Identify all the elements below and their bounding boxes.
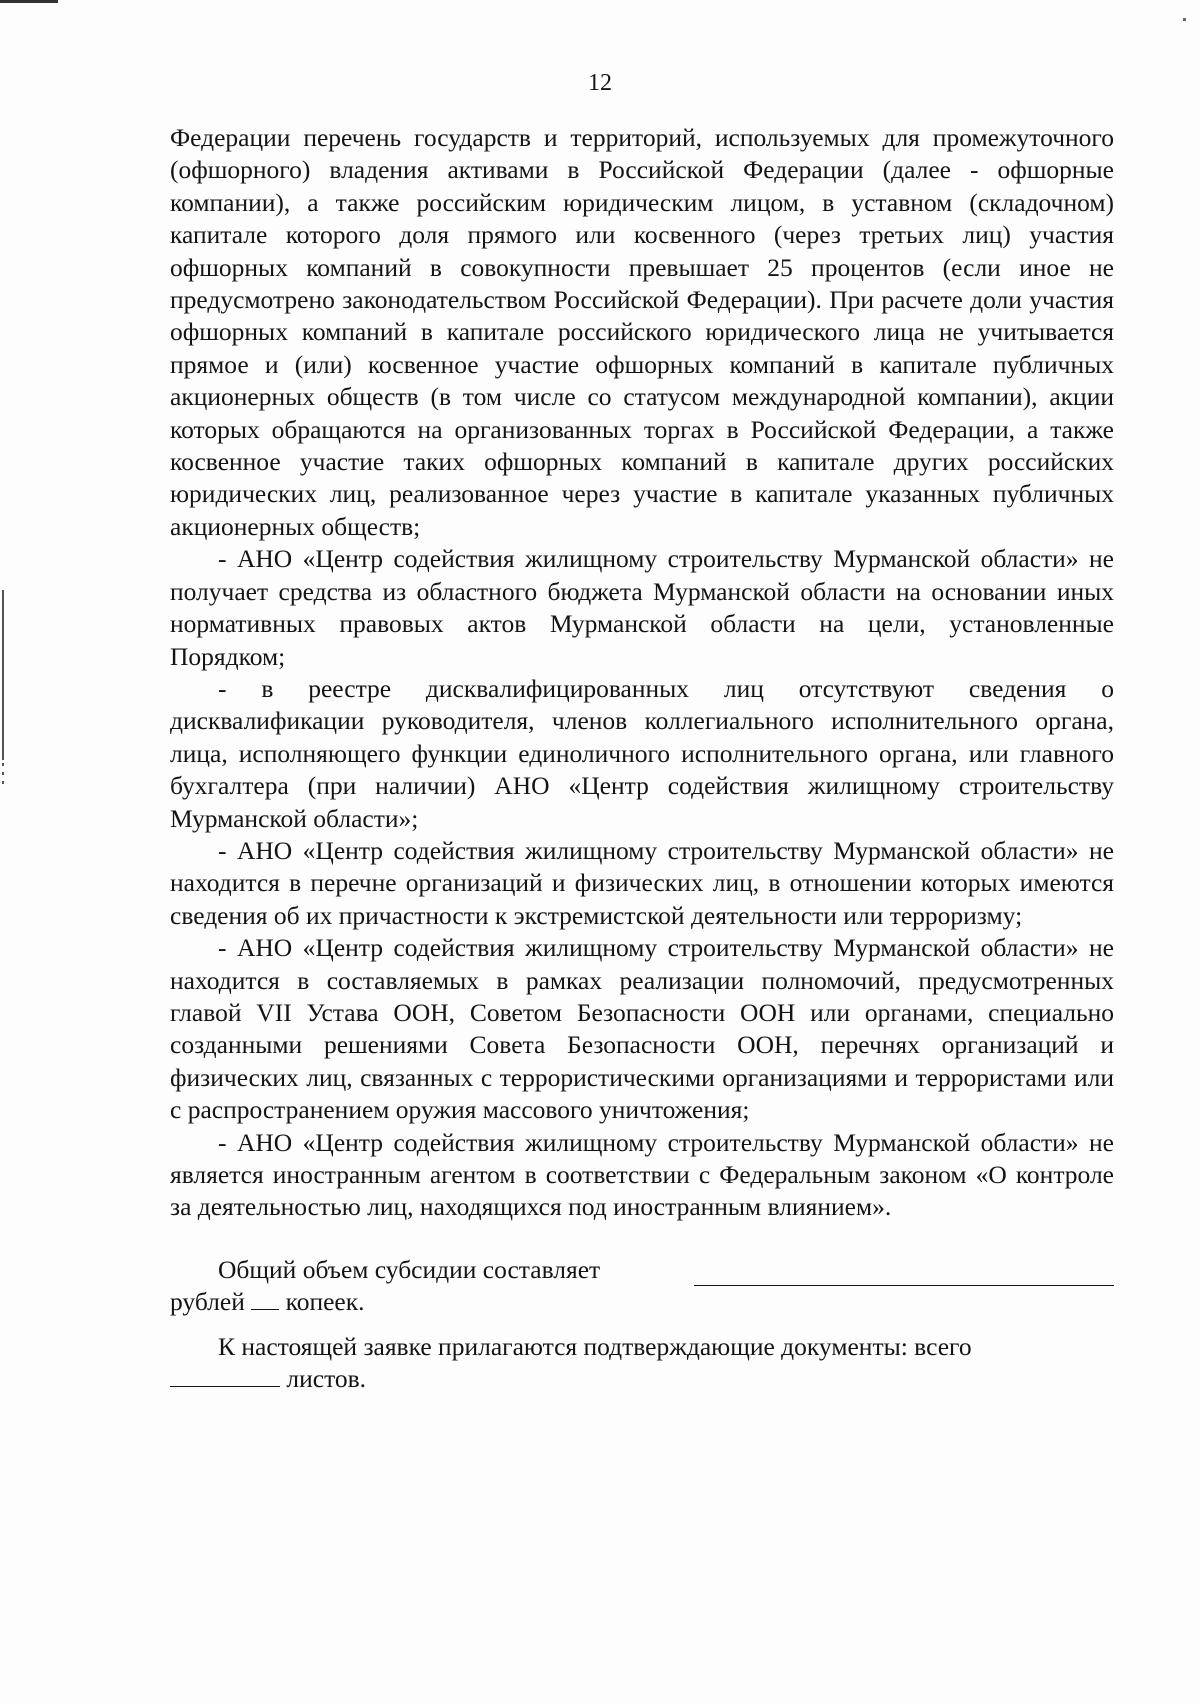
scan-artifact-top	[0, 0, 58, 3]
paragraph-foreign-agent: - АНО «Центр содействия жилищному строительству Мурманской области» не является иностранным агентом в соответствии с Федеральным законом «О контроле за деятельностью лиц, находящихся под иностранным влиянием».	[170, 1127, 1114, 1222]
attachments-line	[170, 1331, 1114, 1363]
sheets-count-blank	[170, 1364, 280, 1387]
kopecks-blank	[251, 1287, 279, 1310]
paragraph-offshore: Федерации перечень государств и территорий, используемых для промежуточного (офшорного) владения активами в Российской Федерации (далее - офшорные компании), а также российским юридическим лицом, в уставном (складочном) капитале которого доля прямого или косвенного (через третьих лиц) участия офшорных компаний в совокупности превышает 25 процентов (если иное не предусмотрено законодательством Российской Федерации). При расчете доли участия офшорных компаний в капитале российского юридического лица не учитывается прямое и (или) косвенное участие офшорных компаний в капитале публичных акционерных обществ (в том числе со статусом международной компании), акции которых обращаются на организованных торгах в Российской Федерации, а также косвенное участие таких офшорных компаний в капитале других российских юридических лиц, реализованное через участие в капитале указанных публичных акционерных обществ;	[170, 123, 1114, 541]
paragraph-no-budget-funds: - АНО «Центр содействия жилищному строительству Мурманской области» не получает средства из областного бюджета Мурманской области на основании иных нормативных правовых актов Мурманской области на цели, установленные Порядком;	[170, 544, 1114, 671]
paragraph-extremism-list: - АНО «Центр содействия жилищному строительству Мурманской области» не находится в перечне организаций и физических лиц, в отношении которых имеются сведения об их причастности к экстремистской деятельности или терроризму;	[170, 835, 1114, 930]
subsidy-lead-text: Общий объем субсидии составляет	[218, 1254, 601, 1284]
scan-artifact-dot	[1183, 18, 1186, 21]
attachments-sheets-line	[170, 1363, 1114, 1395]
subsidy-currency-line	[170, 1286, 1114, 1318]
attachments-lead-text: К настоящей заявке прилагаются подтверждающие документы: всего	[218, 1331, 972, 1361]
paragraph-un-sanctions: - АНО «Центр содействия жилищному строительству Мурманской области» не находится в составляемых в рамках реализации полномочий, предусмотренных главой VII Устава ООН, Советом Безопасности ООН или органами, специально созданными решениями Совета Безопасности ООН, перечнях организаций и физических лиц, связанных с террористическими организациями и террористами или с распространением оружия массового уничтожения;	[170, 933, 1114, 1125]
page-number: 12	[588, 70, 612, 96]
paragraph-disqualified-persons: - в реестре дисквалифицированных лиц отсутствуют сведения о дисквалификации руководителя, членов коллегиального исполнительного органа, лица, исполняющего функции единоличного исполнительного органа, или главного бухгалтера (при наличии) АНО «Центр содействия жилищному строительству Мурманской области»;	[170, 673, 1114, 833]
section-gap	[170, 1224, 1114, 1254]
sheets-label: листов.	[286, 1364, 367, 1394]
subsidy-amount-line	[170, 1254, 1114, 1286]
kopecks-label: копеек.	[285, 1287, 365, 1317]
rubles-label: рублей	[170, 1287, 245, 1317]
scan-artifact-ticks	[2, 700, 4, 790]
subsidy-amount-blank	[694, 1263, 1114, 1286]
document-body	[170, 122, 1114, 1395]
section-gap-small	[170, 1319, 1114, 1331]
